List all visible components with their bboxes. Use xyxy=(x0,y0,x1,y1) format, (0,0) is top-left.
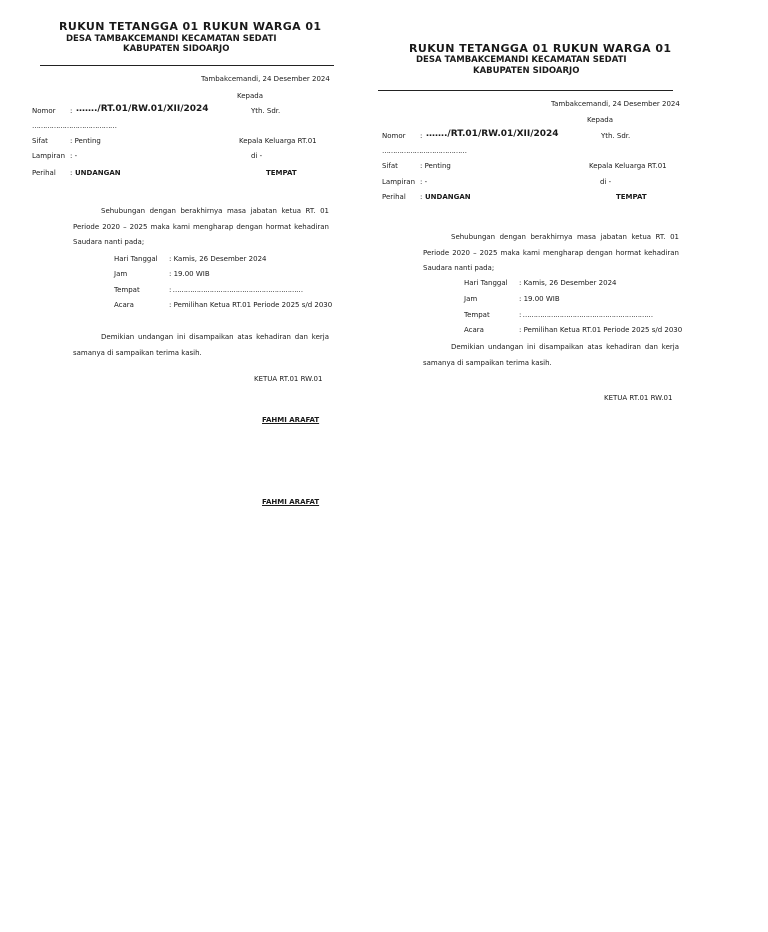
sifat-value: : Penting xyxy=(420,162,451,170)
perihal-value: UNDANGAN xyxy=(425,193,471,201)
detail-value-tempat: : …………………………………………………… xyxy=(169,286,303,294)
lampiran-value: : - xyxy=(70,152,78,160)
perihal-value: UNDANGAN xyxy=(75,169,121,177)
detail-value-acara: : Pemilihan Ketua RT.01 Periode 2025 s/d 2030 xyxy=(519,326,683,334)
signer-title: KETUA RT.01 RW.01 xyxy=(254,375,323,383)
perihal-colon: : xyxy=(420,193,423,201)
lampiran-label: Lampiran xyxy=(382,178,416,186)
yth-label: Yth. Sdr. xyxy=(251,107,281,115)
detail-value-hari: : Kamis, 26 Desember 2024 xyxy=(169,255,267,263)
detail-label-tempat: Tempat xyxy=(114,286,140,294)
lampiran-label: Lampiran xyxy=(32,152,66,160)
recipient: Kepala Keluarga RT.01 xyxy=(239,137,317,145)
di-label: di - xyxy=(251,152,263,160)
signer-name: FAHMI ARAFAT xyxy=(262,416,320,424)
nomor-label: Nomor xyxy=(382,132,406,140)
kepada-label: Kepada xyxy=(237,92,264,100)
perihal-label: Perihal xyxy=(32,169,56,177)
nomor-colon: : xyxy=(420,132,423,140)
date-place: Tambakcemandi, 24 Desember 2024 xyxy=(201,75,330,83)
lampiran-value: : - xyxy=(420,178,428,186)
nomor-value: ……./RT.01/RW.01/XII/2024 xyxy=(426,129,559,139)
header-line-3: KABUPATEN SIDOARJO xyxy=(473,66,580,76)
closing-paragraph xyxy=(423,340,679,371)
sifat-label: Sifat xyxy=(382,162,398,170)
yth-label: Yth. Sdr. xyxy=(601,132,631,140)
header-line-1: RUKUN TETANGGA 01 RUKUN WARGA 01 xyxy=(59,20,322,33)
detail-label-jam: Jam xyxy=(114,270,128,278)
body-paragraph-text: Sehubungan dengan berakhirnya masa jabatan ketua RT. 01 Periode 2020 – 2025 maka kami mengharap dengan hormat kehadiran Saudara nanti pada; xyxy=(73,207,329,246)
nomor-label: Nomor xyxy=(32,107,56,115)
signer-title: KETUA RT.01 RW.01 xyxy=(604,394,673,402)
nomor-value: ……./RT.01/RW.01/XII/2024 xyxy=(76,104,209,114)
recipient: Kepala Keluarga RT.01 xyxy=(589,162,667,170)
perihal-label: Perihal xyxy=(382,193,406,201)
detail-value-hari: : Kamis, 26 Desember 2024 xyxy=(519,279,617,287)
tempat-caps: TEMPAT xyxy=(266,169,297,177)
header-divider xyxy=(378,90,673,91)
detail-label-jam: Jam xyxy=(464,295,478,303)
body-paragraph-text: Sehubungan dengan berakhirnya masa jabatan ketua RT. 01 Periode 2020 – 2025 maka kami mengharap dengan hormat kehadiran Saudara nanti pada; xyxy=(423,233,679,272)
detail-label-acara: Acara xyxy=(114,301,134,309)
header-line-1: RUKUN TETANGGA 01 RUKUN WARGA 01 xyxy=(409,42,672,55)
closing-paragraph-text: Demikian undangan ini disampaikan atas kehadiran dan kerja samanya di sampaikan terima kasih. xyxy=(423,343,679,367)
detail-value-tempat: : …………………………………………………… xyxy=(519,311,653,319)
header-line-3: KABUPATEN SIDOARJO xyxy=(123,44,230,54)
detail-label-hari: Hari Tanggal xyxy=(464,279,508,287)
detail-label-hari: Hari Tanggal xyxy=(114,255,158,263)
nomor-colon: : xyxy=(70,107,73,115)
tempat-caps: TEMPAT xyxy=(616,193,647,201)
nomor-dots: ………………………………… xyxy=(382,147,467,155)
header-line-2: DESA TAMBAKCEMANDI KECAMATAN SEDATI xyxy=(416,55,627,65)
kepada-label: Kepada xyxy=(587,116,614,124)
body-paragraph xyxy=(423,230,679,277)
di-label: di - xyxy=(600,178,612,186)
detail-value-jam: : 19.00 WIB xyxy=(169,270,210,278)
detail-value-jam: : 19.00 WIB xyxy=(519,295,560,303)
header-line-2: DESA TAMBAKCEMANDI KECAMATAN SEDATI xyxy=(66,34,277,44)
closing-paragraph-text: Demikian undangan ini disampaikan atas kehadiran dan kerja samanya di sampaikan terima kasih. xyxy=(73,333,329,357)
sifat-label: Sifat xyxy=(32,137,48,145)
perihal-colon: : xyxy=(70,169,73,177)
nomor-dots: ………………………………… xyxy=(32,122,117,130)
detail-label-tempat: Tempat xyxy=(464,311,490,319)
signer-name-duplicate: FAHMI ARAFAT xyxy=(262,498,320,506)
sifat-value: : Penting xyxy=(70,137,101,145)
date-place: Tambakcemandi, 24 Desember 2024 xyxy=(551,100,680,108)
detail-value-acara: : Pemilihan Ketua RT.01 Periode 2025 s/d 2030 xyxy=(169,301,333,309)
detail-label-acara: Acara xyxy=(464,326,484,334)
